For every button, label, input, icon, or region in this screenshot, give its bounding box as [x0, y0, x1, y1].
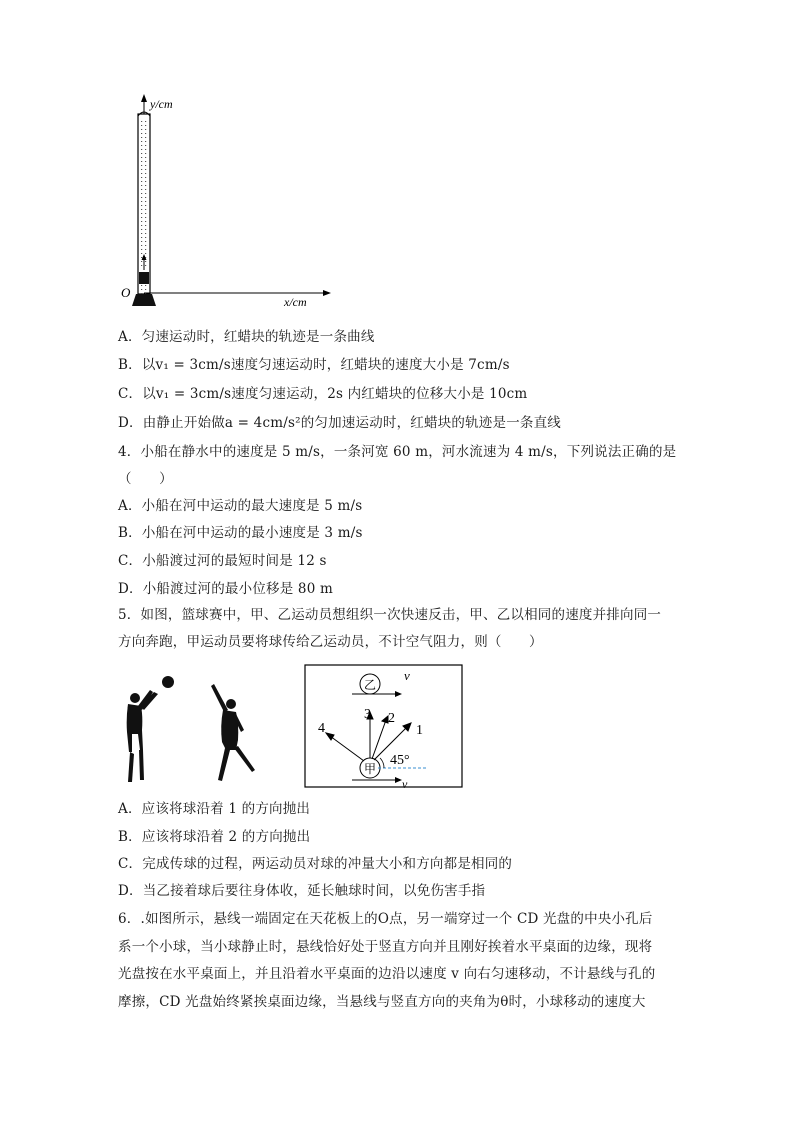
basketball-players-figure [118, 670, 268, 790]
tube-liquid-dots [140, 118, 148, 268]
player-b-velocity-label: v [404, 668, 410, 683]
q4-option-a: A．小船在河中运动的最大速度是 5 m/s [118, 498, 363, 514]
q4-stem-bracket: （ ） [118, 471, 173, 487]
arrow-label-3: 3 [364, 707, 371, 722]
angle-label: 45° [390, 753, 410, 768]
tube-coordinate-figure [112, 92, 332, 320]
y-axis-label: y/cm [150, 97, 173, 111]
red-wax-block [139, 272, 149, 284]
player-a-label: 甲 [363, 762, 377, 776]
player-silhouette-left [127, 690, 158, 782]
q4-option-b: B．小船在河中运动的最小速度是 3 m/s [118, 525, 363, 541]
q4-stem: 4．小船在静水中的速度是 5 m/s，一条河宽 60 m，河水流速为 4 m/s，下列说法正确的是 [118, 444, 677, 460]
q6-line-1: 6．.如图所示，悬线一端固定在天花板上的O点，另一端穿过一个 CD 光盘的中央小孔后 [118, 911, 653, 927]
tube-stopper [132, 294, 156, 306]
q3-option-a: A．匀速运动时，红蜡块的轨迹是一条曲线 [118, 329, 375, 345]
q4-option-c: C．小船渡过河的最短时间是 12 s [118, 553, 327, 569]
origin-label: O [121, 285, 131, 300]
q6-line-2: 系一个小球，当小球静止时，悬线恰好处于竖直方向并且刚好挨着水平桌面的边缘，现将 [118, 939, 653, 955]
q5-option-c: C．完成传球的过程，两运动员对球的冲量大小和方向都是相同的 [118, 856, 513, 872]
q5-option-d: D．当乙接着球后要往身体收，延长触球时间，以免伤害手指 [118, 883, 486, 899]
y-axis-arrow-icon [141, 94, 147, 102]
arrow-label-2: 2 [388, 711, 395, 726]
pass-direction-diagram [304, 664, 464, 790]
q4-option-d: D．小船渡过河的最小位移是 80 m [118, 581, 333, 597]
arrow-label-4: 4 [318, 721, 325, 736]
q5-stem-cont: 方向奔跑，甲运动员要将球传给乙运动员，不计空气阻力，则（ ） [118, 634, 543, 650]
q3-option-b: B．以v₁ = 3cm/s速度匀速运动时，红蜡块的速度大小是 7cm/s [118, 357, 510, 373]
player-b-label: 乙 [363, 678, 377, 692]
q3-option-d: D．由静止开始做a = 4cm/s²的匀加速运动时，红蜡块的轨迹是一条直线 [118, 415, 562, 431]
q5-option-b: B．应该将球沿着 2 的方向抛出 [118, 829, 311, 845]
q3-option-c: C．以v₁ = 3cm/s速度匀速运动，2s 内红蜡块的位移大小是 10cm [118, 386, 528, 402]
q6-line-4: 摩擦，CD 光盘始终紧挨桌面边缘，当悬线与竖直方向的夹角为θ时，小球移动的速度大 [118, 994, 646, 1010]
basketball-icon [162, 676, 174, 688]
player-silhouette-right [211, 684, 255, 781]
player-a-velocity-label: v [402, 777, 408, 790]
q6-line-3: 光盘按在水平桌面上，并且沿着水平桌面的边沿以速度 v 向右匀速移动，不计悬线与孔的 [118, 966, 656, 982]
x-axis-arrow-icon [323, 290, 331, 296]
arrow-label-1: 1 [416, 723, 423, 738]
q5-option-a: A．应该将球沿着 1 的方向抛出 [118, 801, 311, 817]
x-axis-label: x/cm [284, 295, 307, 309]
q5-stem: 5．如图，篮球赛中，甲、乙运动员想组织一次快速反击，甲、乙以相同的速度并排向同一 [118, 607, 662, 623]
